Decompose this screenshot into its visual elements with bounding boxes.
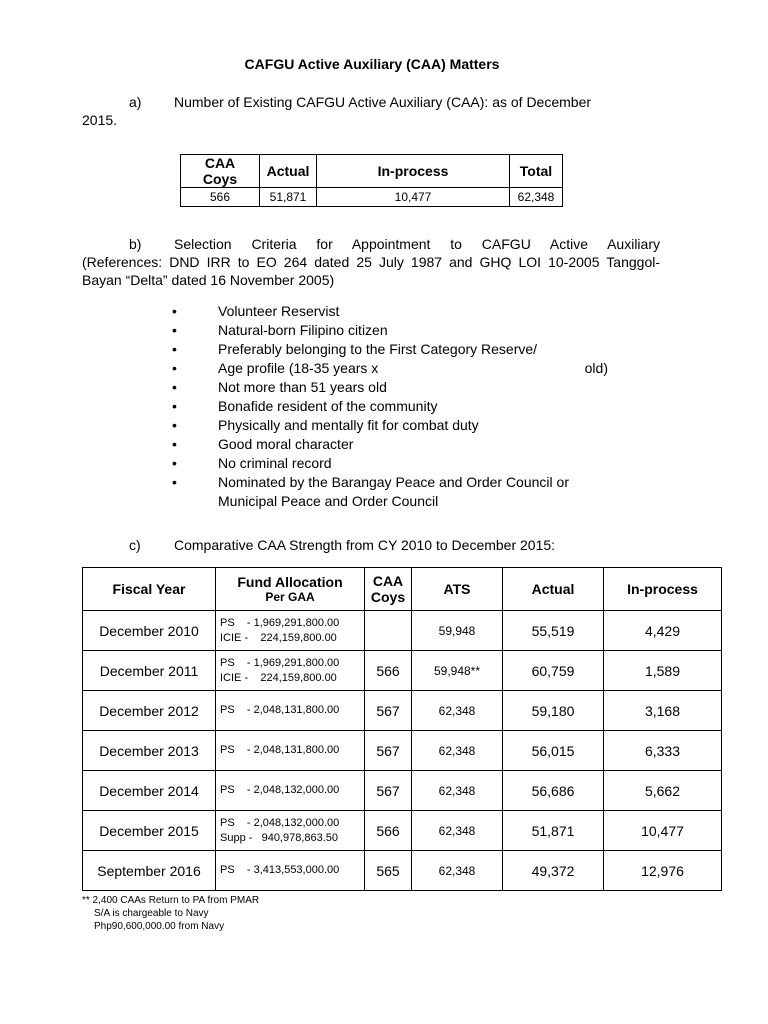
fund-line1: PS - 1,969,291,800.00 [220,616,340,629]
header-inprocess: In-process [317,155,510,188]
list-item [172,473,608,511]
strength-table-body [83,611,722,891]
cell-fiscal-year: December 2015 [83,811,216,851]
cell-ats: 62,348 [412,731,503,771]
cell-caa-coys: 567 [365,731,412,771]
section-a-text-cont: 2015. [82,112,118,128]
caa-count-table [180,154,563,207]
cell-fiscal-year: December 2014 [83,771,216,811]
section-b-line2: (References: DND IRR to EO 264 dated 25 July 1987 and GHQ LOI 10-2005 Tanggol- [82,254,660,270]
table-header-row [181,155,563,188]
cell-actual: 56,015 [503,731,604,771]
section-c-label: c) [129,537,141,553]
cell-fund-allocation [216,611,365,651]
table-row [181,188,563,207]
cell-actual: 60,759 [503,651,604,691]
cell-inprocess: 1,589 [604,651,722,691]
footnote-line2: S/A is chargeable to Navy [94,908,209,919]
document-title: CAFGU Active Auxiliary (CAA) Matters [244,56,500,72]
cell-inprocess: 12,976 [604,851,722,891]
table-row [83,851,722,891]
cell-fiscal-year: September 2016 [83,851,216,891]
fund-line1: PS - 3,413,553,000.00 [220,864,340,876]
cell-caa-coys [365,611,412,651]
list-item: • Physically and mentally fit for combat duty [172,416,608,435]
cell-fund-allocation [216,731,365,771]
cell-actual: 51,871 [260,188,317,207]
fund-line1: PS - 1,969,291,800.00 [220,656,340,669]
cell-inprocess: 4,429 [604,611,722,651]
list-item: • No criminal record [172,454,608,473]
cell-caa-coys: 565 [365,851,412,891]
footnote [82,894,259,933]
fund-line1: PS - 2,048,131,800.00 [220,704,340,716]
list-item: • Not more than 51 years old [172,378,608,397]
table-row [83,651,722,691]
header-fund-sub: Per GAA [265,590,315,604]
cell-ats: 59,948 [412,611,503,651]
cell-caa-coys: 566 [365,651,412,691]
header-ats: ATS [412,568,503,611]
section-b-label: b) [129,236,142,252]
header-actual: Actual [260,155,317,188]
cell-fund-allocation [216,651,365,691]
cell-caa-coys: 566 [365,811,412,851]
footnote-line3: Php90,600,000.00 from Navy [94,921,225,932]
table-row [83,811,722,851]
header-caa-coys [365,568,412,611]
section-a-text: Number of Existing CAFGU Active Auxiliary (CAA): as of December [174,94,592,110]
fund-line2: ICIE - 224,159,800.00 [220,631,337,644]
age-profile-text: Age profile (18-35 years x [218,360,379,376]
cell-actual: 56,686 [503,771,604,811]
cell-inprocess: 10,477 [317,188,510,207]
cell-actual: 55,519 [503,611,604,651]
cell-fiscal-year: December 2011 [83,651,216,691]
cell-ats: 62,348 [412,811,503,851]
cell-inprocess: 6,333 [604,731,722,771]
header-coys-line2: Coys [370,589,406,605]
cell-fund-allocation [216,851,365,891]
criteria-list [172,302,608,511]
cell-fiscal-year: December 2010 [83,611,216,651]
cell-inprocess: 5,662 [604,771,722,811]
header-caa-coys: CAA Coys [181,155,260,188]
list-item [172,359,608,378]
table-row [83,771,722,811]
header-total: Total [510,155,563,188]
list-item: • Volunteer Reservist [172,302,608,321]
table-header-row [83,568,722,611]
cell-ats: 59,948** [412,651,503,691]
cell-ats: 62,348 [412,771,503,811]
fund-line1: PS - 2,048,132,000.00 [220,816,340,829]
cell-fund-allocation [216,691,365,731]
header-fiscal-year: Fiscal Year [83,568,216,611]
footnote-line1: ** 2,400 CAAs Return to PA from PMAR [82,895,260,906]
list-item: • Bonafide resident of the community [172,397,608,416]
cell-ats: 62,348 [412,851,503,891]
cell-inprocess: 3,168 [604,691,722,731]
list-item: • Natural-born Filipino citizen [172,321,608,340]
section-a-label: a) [129,94,142,110]
list-item: • Good moral character [172,435,608,454]
cell-actual: 49,372 [503,851,604,891]
section-c-text: Comparative CAA Strength from CY 2010 to December 2015: [174,537,556,553]
age-profile-suffix: old) [584,360,608,376]
section-b-line1: Selection Criteria for Appointment to CAFGU Active Auxiliary [174,236,660,252]
header-fund-allocation [216,568,365,611]
header-actual: Actual [503,568,604,611]
fund-line2: Supp - 940,978,863.50 [220,831,339,844]
cell-inprocess: 10,477 [604,811,722,851]
caa-strength-table [82,567,722,891]
cell-fund-allocation [216,811,365,851]
fund-line2: ICIE - 224,159,800.00 [220,671,337,684]
list-item: • Preferably belonging to the First Category Reserve/ [172,340,608,359]
cell-total: 62,348 [510,188,563,207]
cell-fiscal-year: December 2012 [83,691,216,731]
nominated-text: Nominated by the Barangay Peace and Order Council or [218,474,569,490]
table-row [83,611,722,651]
table-row [83,691,722,731]
section-b-line3: Bayan “Delta” dated 16 November 2005) [82,272,335,288]
cell-actual: 51,871 [503,811,604,851]
header-fund-label: Fund Allocation [237,574,343,590]
fund-line1: PS - 2,048,131,800.00 [220,744,340,756]
table-row [83,731,722,771]
cell-caa-coys: 566 [181,188,260,207]
cell-caa-coys: 567 [365,771,412,811]
cell-actual: 59,180 [503,691,604,731]
nominated-text-cont: Municipal Peace and Order Council [218,493,439,509]
cell-ats: 62,348 [412,691,503,731]
cell-fund-allocation [216,771,365,811]
header-inprocess: In-process [604,568,722,611]
fund-line1: PS - 2,048,132,000.00 [220,784,340,796]
cell-fiscal-year: December 2013 [83,731,216,771]
header-coys-line1: CAA [372,573,404,589]
cell-caa-coys: 567 [365,691,412,731]
